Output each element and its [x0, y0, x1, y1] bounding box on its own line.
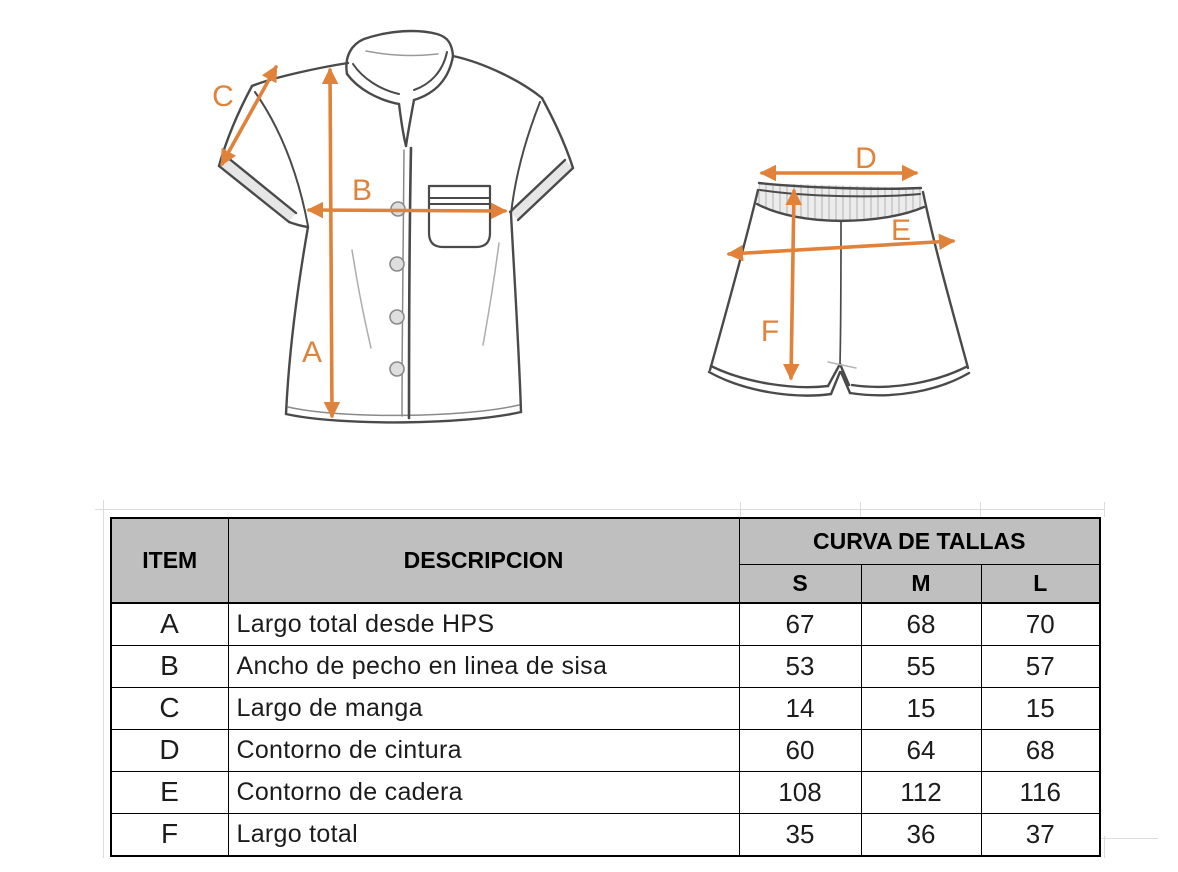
shirt-sketch	[219, 31, 573, 422]
item-description: Contorno de cintura	[228, 729, 739, 771]
size-s-value: 35	[739, 813, 861, 856]
size-s-value: 108	[739, 771, 861, 813]
size-s-value: 67	[739, 603, 861, 646]
header-descripcion: DESCRIPCION	[228, 518, 739, 603]
header-curva-de-tallas: CURVA DE TALLAS	[739, 518, 1100, 564]
size-l-value: 70	[981, 603, 1100, 646]
size-m-value: 36	[861, 813, 981, 856]
item-letter: B	[111, 645, 228, 687]
item-description: Largo total	[228, 813, 739, 856]
spreadsheet-gridline	[740, 502, 741, 517]
size-m-value: 68	[861, 603, 981, 646]
size-table	[110, 517, 1101, 857]
item-letter: F	[111, 813, 228, 856]
size-s-value: 14	[739, 687, 861, 729]
size-l-value: 37	[981, 813, 1100, 856]
table-row	[111, 729, 1100, 771]
button-mark	[390, 257, 404, 271]
size-m-value: 55	[861, 645, 981, 687]
item-description: Contorno de cadera	[228, 771, 739, 813]
header-size-l: L	[981, 564, 1100, 603]
table-row	[111, 645, 1100, 687]
header-size-s: S	[739, 564, 861, 603]
table-row	[111, 687, 1100, 729]
table-row	[111, 771, 1100, 813]
shorts-sketch	[709, 183, 969, 396]
spreadsheet-gridline	[1104, 836, 1105, 858]
label-D: D	[855, 142, 877, 175]
label-E: E	[890, 214, 912, 247]
size-l-value: 116	[981, 771, 1100, 813]
button-mark	[390, 310, 404, 324]
size-s-value: 60	[739, 729, 861, 771]
size-l-value: 68	[981, 729, 1100, 771]
item-letter: E	[111, 771, 228, 813]
spreadsheet-gridline	[1100, 838, 1158, 839]
size-m-value: 112	[861, 771, 981, 813]
label-B: B	[351, 174, 373, 207]
item-description: Ancho de pecho en linea de sisa	[228, 645, 739, 687]
table-row	[111, 813, 1100, 856]
label-F: F	[760, 315, 780, 348]
size-spec-table	[110, 517, 1101, 857]
chest-pocket	[429, 186, 490, 247]
header-size-m: M	[861, 564, 981, 603]
label-C: C	[212, 80, 234, 113]
size-m-value: 15	[861, 687, 981, 729]
spreadsheet-gridline	[1104, 502, 1105, 517]
item-description: Largo de manga	[228, 687, 739, 729]
item-letter: D	[111, 729, 228, 771]
header-item: ITEM	[111, 518, 228, 603]
table-row	[111, 603, 1100, 646]
button-mark	[390, 362, 404, 376]
center-front-seam	[840, 222, 841, 364]
size-s-value: 53	[739, 645, 861, 687]
size-l-value: 15	[981, 687, 1100, 729]
arrow-B-chest-width	[309, 210, 505, 211]
arrow-A-total-length	[330, 70, 332, 416]
label-A: A	[301, 336, 323, 369]
item-letter: C	[111, 687, 228, 729]
spreadsheet-gridline	[103, 500, 104, 858]
size-l-value: 57	[981, 645, 1100, 687]
item-letter: A	[111, 603, 228, 646]
spreadsheet-gridline	[860, 502, 861, 517]
size-m-value: 64	[861, 729, 981, 771]
item-description: Largo total desde HPS	[228, 603, 739, 646]
spreadsheet-gridline	[980, 502, 981, 517]
spreadsheet-gridline	[95, 509, 1105, 510]
